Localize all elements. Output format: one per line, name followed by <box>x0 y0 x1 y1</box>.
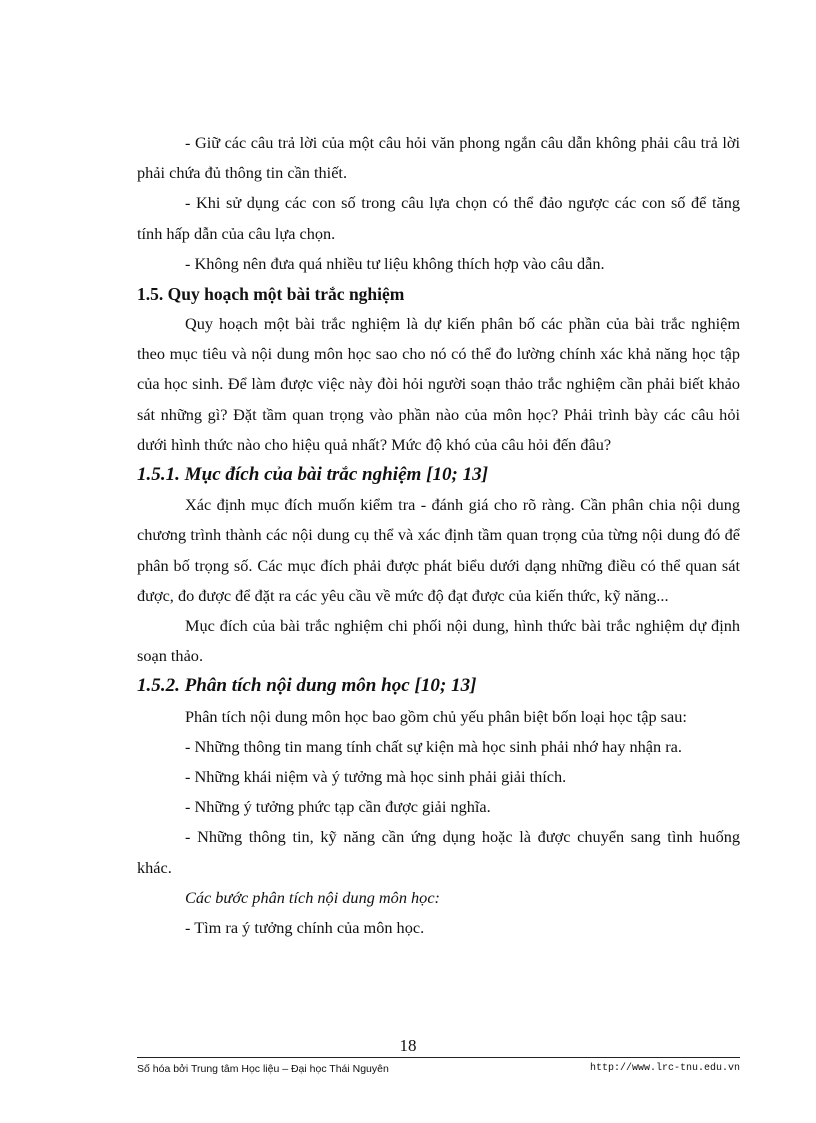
footer-url-link[interactable]: http://www.lrc-tnu.edu.vn <box>589 1063 740 1074</box>
list-item: - Những thông tin, kỹ năng cần ứng dụng hoặc là được chuyển sang tình huống khác. <box>137 827 740 877</box>
paragraph: Phân tích nội dung môn học bao gồm chủ yếu phân biệt bốn loại học tập sau: <box>185 706 687 726</box>
section-heading-1-5-1: 1.5.1. Mục đích của bài trắc nghiệm [10; 13] <box>137 464 489 486</box>
list-item: - Những thông tin mang tính chất sự kiện mà học sinh phải nhớ hay nhận ra. <box>185 736 682 756</box>
page-number: 18 <box>399 1036 417 1055</box>
section-heading-1-5-2: 1.5.2. Phân tích nội dung môn học [10; 13] <box>137 675 477 697</box>
section-heading-1-5: 1.5. Quy hoạch một bài trắc nghiệm <box>137 284 405 305</box>
steps-title: Các bước phân tích nội dung môn học: <box>185 887 440 907</box>
paragraph: Xác định mục đích muốn kiểm tra - đánh giá cho rõ ràng. Cần phân chia nội dung chương trình thành các nội dung cụ thể và xác định tầm quan trọng của từng nội dung đó để phân bố trọng số. Các mục đích phải được phát biểu dưới dạng những điều có thể quan sát được, đo được để đặt ra các yêu cầu về mức độ đạt được của kiến thức, kỹ năng... <box>137 495 740 605</box>
paragraph: - Giữ các câu trả lời của một câu hỏi văn phong ngắn câu dẫn không phải câu trả lời phải chứa đủ thông tin cần thiết. <box>137 133 740 183</box>
footer-divider <box>137 1057 740 1058</box>
footer-source: Số hóa bởi Trung tâm Học liệu – Đại học Thái Nguyên <box>137 1063 389 1075</box>
list-item: - Những khái niệm và ý tưởng mà học sinh phải giải thích. <box>185 767 567 787</box>
paragraph: Mục đích của bài trắc nghiệm chi phối nội dung, hình thức bài trắc nghiệm dự định soạn thảo. <box>137 616 740 666</box>
list-item: - Những ý tưởng phức tạp cần được giải nghĩa. <box>185 797 491 817</box>
paragraph: - Không nên đưa quá nhiều tư liệu không thích hợp vào câu dẫn. <box>185 253 605 273</box>
paragraph: - Khi sử dụng các con số trong câu lựa chọn có thể đảo ngược các con số để tăng tính hấp dẫn của câu lựa chọn. <box>137 193 740 243</box>
list-item: - Tìm ra ý tưởng chính của môn học. <box>185 918 425 938</box>
page-content <box>137 128 740 943</box>
paragraph: Quy hoạch một bài trắc nghiệm là dự kiến phân bố các phần của bài trắc nghiệm theo mục tiêu và nội dung môn học sao cho nó có thể đo lường chính xác khả năng học tập của học sinh. Để làm được việc này đòi hỏi người soạn thảo trắc nghiệm cần phải biết khảo sát những gì? Đặt tầm quan trọng vào phần nào của môn học? Phải trình bày các câu hỏi dưới hình thức nào cho hiệu quả nhất? Mức độ khó của câu hỏi đến đâu? <box>137 314 740 454</box>
